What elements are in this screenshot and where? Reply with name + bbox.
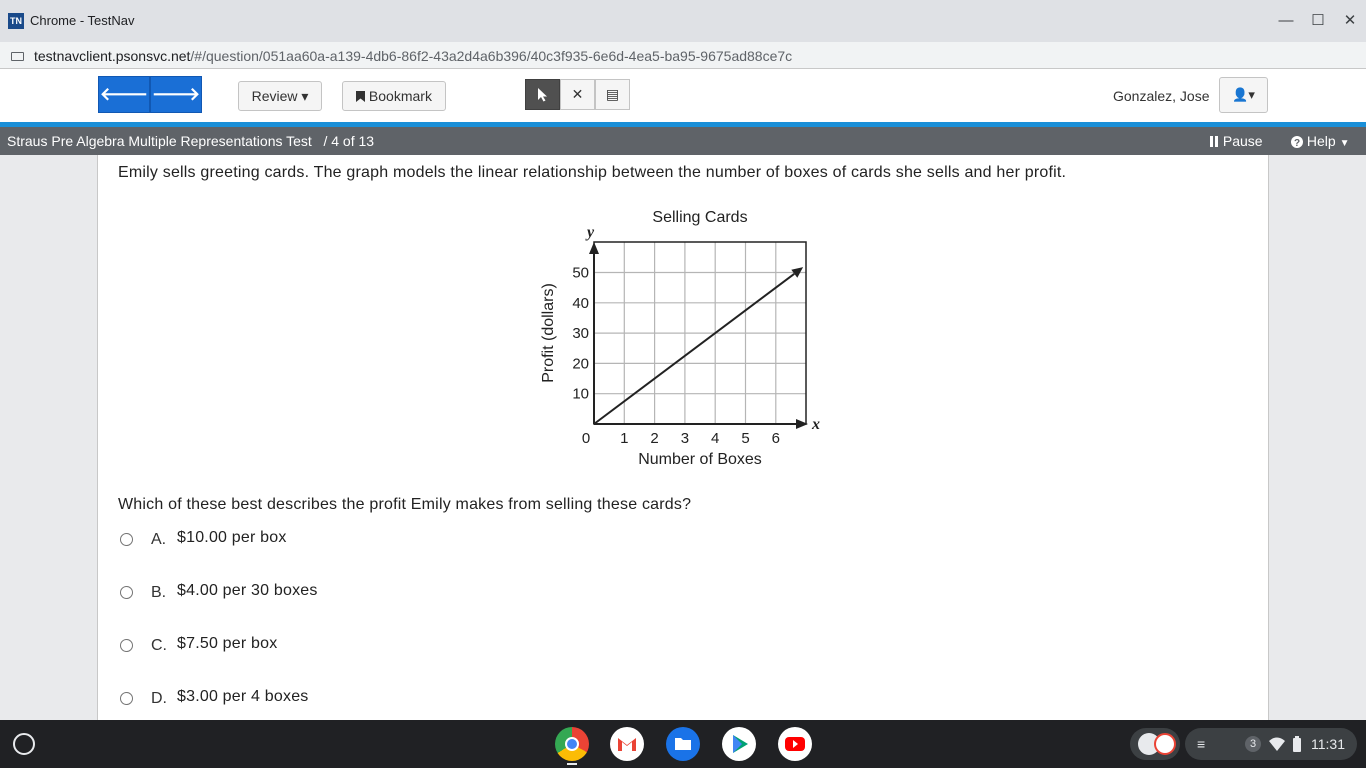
pause-button[interactable] <box>1209 133 1263 149</box>
files-icon[interactable] <box>666 727 700 761</box>
question-text: Which of these best describes the profit Emily makes from selling these cards? <box>118 496 692 513</box>
play-store-icon[interactable] <box>722 727 756 761</box>
y-axis-label: Profit (dollars) <box>540 283 557 383</box>
user-menu-button[interactable] <box>1219 77 1268 113</box>
next-button[interactable] <box>150 76 202 113</box>
testnav-toolbar <box>0 69 1366 122</box>
chrome-icon[interactable] <box>555 727 589 761</box>
y-tick-label: 50 <box>572 264 589 282</box>
choice-c-text: $7.50 per box <box>177 635 278 652</box>
choice-b-letter: B. <box>151 584 167 601</box>
x-tick-label: 6 <box>771 430 780 447</box>
clock: 11:31 <box>1311 736 1345 752</box>
x-tick-label: 5 <box>741 430 750 447</box>
media-controls-icon[interactable]: ≡ <box>1197 736 1206 752</box>
chrome-active-indicator <box>567 763 577 765</box>
folder-glyph <box>666 727 700 761</box>
window-title-bar <box>0 0 1366 42</box>
x-tick-label: 1 <box>620 430 629 447</box>
review-button[interactable]: Review ▾ <box>238 81 322 111</box>
window-title: Chrome - TestNav <box>30 13 135 28</box>
choice-d-radio[interactable] <box>120 692 133 705</box>
arrow-left-icon: 🡐 <box>99 84 149 104</box>
choice-a-letter: A. <box>151 531 167 548</box>
selling-cards-chart <box>538 205 838 475</box>
url-text[interactable] <box>34 48 792 64</box>
minimize-button[interactable]: — <box>1278 12 1294 29</box>
os-shelf <box>0 720 1366 768</box>
chrome-icon-center <box>565 737 579 751</box>
y-tick-label: 10 <box>572 385 589 403</box>
url-path: /#/question/051aa60a-a139-4db6-86f2-43a2d4a6b396/40c3f935-6e6d-4ea5-ba95-9675ad88ce7c <box>190 48 793 64</box>
chart-title: Selling Cards <box>652 209 748 226</box>
battery-icon <box>1293 736 1301 752</box>
chart-grid <box>594 242 806 424</box>
choice-c-radio[interactable] <box>120 639 133 652</box>
launcher-icon[interactable] <box>13 733 35 755</box>
url-host: testnavclient.psonsvc.net <box>34 48 191 64</box>
question-prompt: Emily sells greeting cards. The graph models the linear relationship between the number of boxes of cards she sells and her profit. <box>118 164 1067 181</box>
eliminator-icon: ✕ <box>571 86 584 102</box>
pointer-icon <box>537 87 549 102</box>
user-name: Gonzalez, Jose <box>1113 88 1210 104</box>
choice-c-letter: C. <box>151 637 167 654</box>
help-icon <box>1291 136 1303 148</box>
chevron-down-icon: ▼ <box>1339 138 1350 149</box>
notification-count: 3 <box>1245 736 1261 752</box>
question-position: / 4 of 13 <box>323 133 375 149</box>
bookmark-icon <box>356 91 365 102</box>
status-tray[interactable] <box>1185 728 1357 760</box>
choice-a-text: $10.00 per box <box>177 529 287 546</box>
origin-label: 0 <box>581 430 591 447</box>
wifi-icon <box>1269 737 1285 751</box>
x-axis-variable: x <box>812 416 820 433</box>
pause-label: Pause <box>1222 133 1263 149</box>
bookmark-button[interactable] <box>342 81 446 111</box>
question-panel <box>97 155 1269 720</box>
notepad-icon: ▤ <box>605 86 620 102</box>
pause-icon <box>1209 136 1219 147</box>
previous-button[interactable] <box>98 76 150 113</box>
test-header <box>0 127 1366 155</box>
x-tick-label: 4 <box>711 430 720 447</box>
x-tick-labels <box>620 430 780 447</box>
x-tick-label: 3 <box>680 430 690 447</box>
x-axis-label: Number of Boxes <box>638 451 762 468</box>
site-info-icon[interactable] <box>11 52 24 61</box>
address-bar[interactable] <box>0 42 1366 69</box>
bookmark-label: Bookmark <box>368 88 432 104</box>
y-tick-label: 40 <box>572 294 589 312</box>
arrow-right-icon: 🡒 <box>151 84 201 104</box>
pinned-files-pod[interactable] <box>1130 728 1180 760</box>
youtube-icon[interactable] <box>778 727 812 761</box>
x-tick-label: 2 <box>650 430 659 447</box>
gmail-glyph <box>610 727 644 761</box>
help-button[interactable] <box>1291 133 1349 149</box>
y-tick-labels <box>572 265 589 403</box>
choice-d-letter: D. <box>151 690 167 707</box>
pdf-file-icon <box>1154 733 1176 755</box>
test-name: Straus Pre Algebra Multiple Representations Test <box>7 133 312 149</box>
answer-eliminator-button[interactable] <box>560 79 595 110</box>
user-icon: 👤▾ <box>1232 87 1255 102</box>
y-tick-label: 30 <box>572 325 589 343</box>
help-label: Help <box>1306 133 1336 149</box>
choice-b-radio[interactable] <box>120 586 133 599</box>
y-tick-label: 20 <box>572 355 589 373</box>
testnav-logo-icon: TN <box>8 13 24 29</box>
youtube-glyph <box>778 727 812 761</box>
svg-text:?: ? <box>1293 138 1301 148</box>
y-axis-arrow-icon <box>589 242 599 254</box>
maximize-button[interactable]: ☐ <box>1311 12 1325 29</box>
y-axis-variable: y <box>587 224 595 241</box>
choice-d-text: $3.00 per 4 boxes <box>177 688 309 705</box>
test-title <box>7 133 374 149</box>
pointer-tool-button[interactable] <box>525 79 560 110</box>
play-glyph <box>722 727 756 761</box>
close-window-button[interactable]: ✕ <box>1343 12 1357 29</box>
choice-b-text: $4.00 per 30 boxes <box>177 582 318 599</box>
notepad-button[interactable] <box>595 79 630 110</box>
gmail-icon[interactable] <box>610 727 644 761</box>
choice-a-radio[interactable] <box>120 533 133 546</box>
